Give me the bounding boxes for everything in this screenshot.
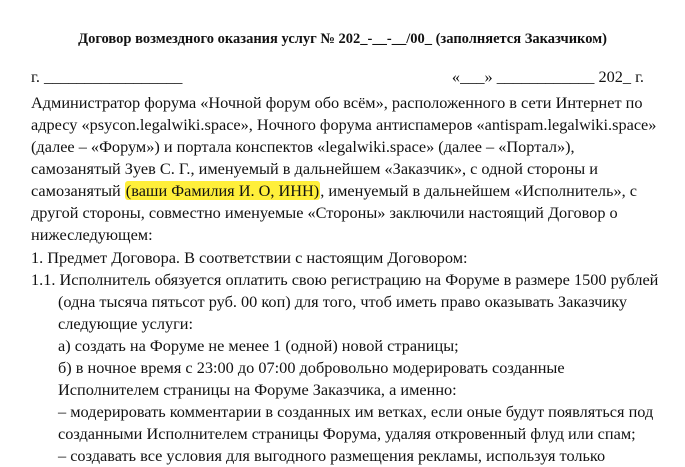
- contract-place: г. _________________: [31, 67, 183, 86]
- preamble-line: нижеследующем:: [31, 225, 153, 244]
- clause-line: (одна тысяча пятьсот руб. 00 коп) для того, чтоб иметь право оказывать Заказчику: [58, 292, 628, 311]
- contract-title: Договор возмездного оказания услуг № 202_-__-__/00_ (заполняется Заказчиком): [78, 31, 607, 47]
- preamble-line: самозанятый Зуев С. Г., именуемый в дальнейшем «Заказчик», с одной стороны и: [31, 159, 599, 178]
- section-heading: 1. Предмет Договора. В соответствии с настоящим Договором:: [31, 248, 468, 267]
- preamble-line: Администратор форума «Ночной форум обо всём», расположенного в сети Интернет по: [31, 93, 643, 112]
- preamble-text: , именуемый в дальнейшем «Исполнитель», с: [320, 181, 637, 200]
- performer-placeholder-highlight: (ваши Фамилия И. О, ИНН): [125, 181, 320, 200]
- clause-line: созданными Исполнителем страницы Форума, удаляя откровенный флуд или спам;: [58, 424, 636, 443]
- clause-line: – создавать все условия для выгодного размещения рекламы, используя только: [58, 446, 606, 465]
- clause-line: – модерировать комментарии в созданных им ветках, если оные будут появляться под: [58, 402, 654, 421]
- clause-line: 1.1. Исполнитель обязуется оплатить свою регистрацию на Форуме в размере 1500 рублей: [31, 270, 659, 289]
- preamble-line: адресу «psycon.legalwiki.space», Ночного форума антиспамеров «antispam.legalwiki.space»: [31, 115, 657, 134]
- clause-line: следующие услуги:: [58, 314, 194, 333]
- preamble-text: самозанятый: [31, 181, 125, 200]
- clause-line: а) создать на Форуме не менее 1 (одной) новой страницы;: [58, 336, 459, 355]
- preamble-line-with-highlight: [31, 180, 637, 202]
- contract-date: «___» ____________ 202_ г.: [451, 67, 644, 86]
- preamble-line: другой стороны, совместно именуемые «Стороны» заключили настоящий Договор о: [31, 203, 618, 222]
- clause-line: б) в ночное время с 23:00 до 07:00 добровольно модерировать созданные: [58, 358, 565, 377]
- preamble-line: (далее – «Форум») и портала конспектов «legalwiki.space» (далее – «Портал»),: [31, 137, 575, 156]
- clause-line: Исполнителем страницы на Форуме Заказчика, а именно:: [58, 380, 457, 399]
